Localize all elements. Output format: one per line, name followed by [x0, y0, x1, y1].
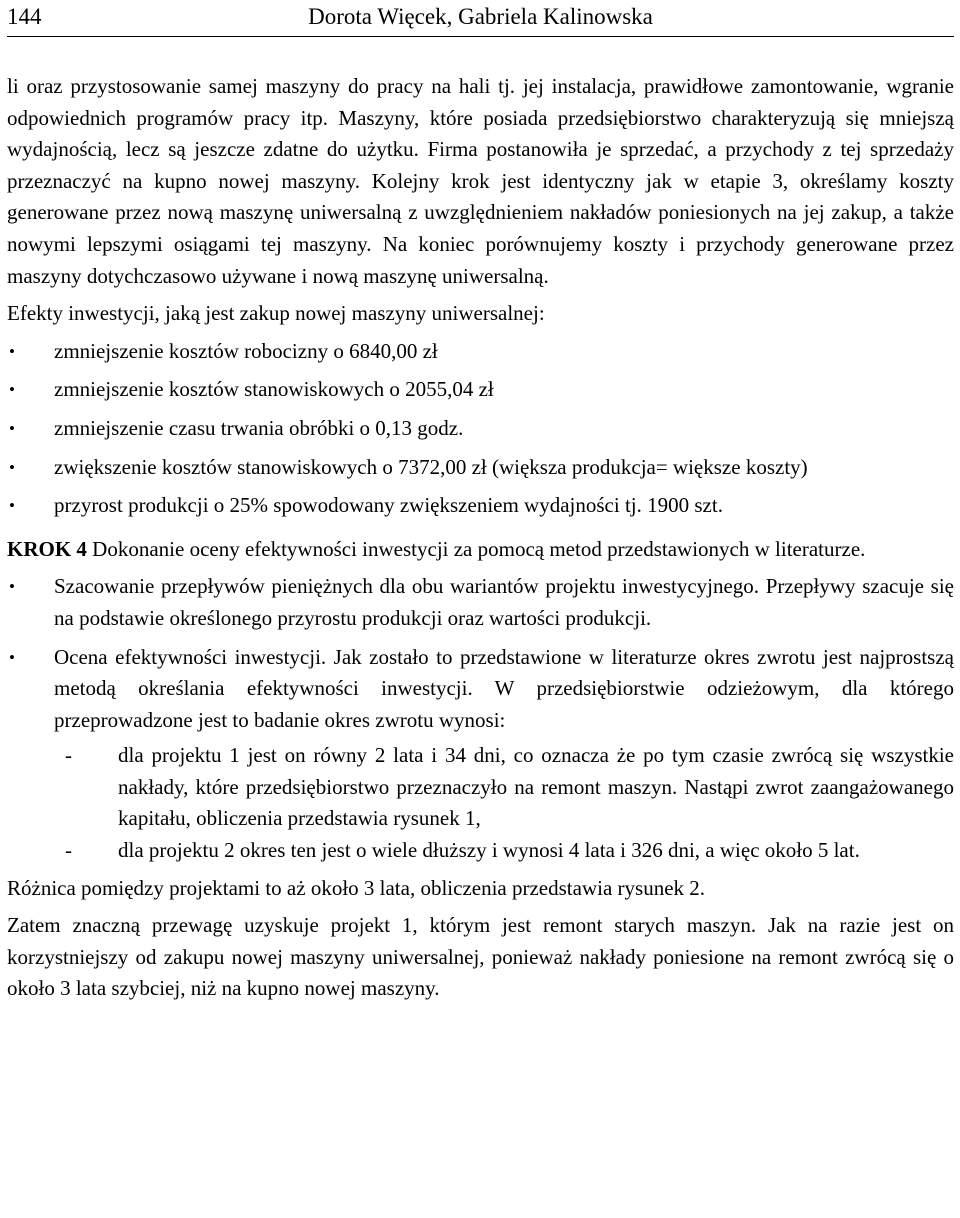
paragraph-machines: li oraz przystosowanie samej maszyny do pracy na hali tj. jej instalacja, prawidłowe zamontowanie, wgranie odpowiednich programów pracy itp. Maszyny, które posiada przedsiębiorstwo charakteryzują się mniejszą wydajnością, lecz są jeszcze zdatne do użytku. Firma postanowiła je sprzedać, a przychody z tej sprzedaży przeznaczyć na kupno nowej maszyny. Kolejny krok jest identyczny jak w etapie 3, określamy koszty generowane przez nową maszynę uniwersalną z uwzględnieniem nakładów poniesionych na jej zakup, a także nowymi lepszymi osiągami tej maszyny. Na koniec porównujemy koszty i przychody generowane przez maszyny dotychczasowo używane i nową maszynę uniwersalną. — [7, 74, 954, 288]
bullet-icon: • — [9, 496, 15, 516]
payback-list — [7, 740, 954, 866]
list-item: • zmniejszenie kosztów stanowiskowych o 2055,04 zł — [7, 374, 954, 406]
bullet-icon: • — [9, 418, 15, 438]
difference-paragraph: Różnica pomiędzy projektami to aż około 3 lata, obliczenia przedstawia rysunek 2. — [7, 875, 706, 900]
document-page — [7, 0, 954, 1005]
list-item: • przyrost produkcji o 25% spowodowany zwiększeniem wydajności tj. 1900 szt. — [7, 490, 954, 522]
dash-marker: - — [65, 838, 72, 863]
dash-marker: - — [65, 743, 72, 768]
effects-intro: Efekty inwestycji, jaką jest zakup nowej maszyny uniwersalnej: — [7, 301, 545, 326]
list-item: - dla projektu 1 jest on równy 2 lata i 34 dni, co oznacza że po tym czasie zwrócą się wszystkie nakłady, które przedsiębiorstwo przeznaczyło na remont maszyn. Nastąpi zwrot zaangażowanego kapitału, obliczenia przedstawia rysunek 1, — [7, 740, 954, 835]
list-item: • Szacowanie przepływów pieniężnych dla obu wariantów projektu inwestycyjnego. Przepływy szacuje się na podstawie określonego przyrostu produkcji oraz wartości produkcji. — [7, 571, 954, 634]
running-title: Dorota Więcek, Gabriela Kalinowska — [308, 4, 653, 29]
bullet-icon: • — [9, 457, 15, 477]
page-number: 144 — [7, 4, 42, 29]
krok4-paragraph — [7, 534, 954, 566]
conclusion-paragraph: Zatem znaczną przewagę uzyskuje projekt 1, którym jest remont starych maszyn. Jak na razie jest on korzystniejszy od zakupu nowej maszyny uniwersalnej, ponieważ nakłady poniesione na remont zwrócą się o około 3 lata szybciej, niż na kupno nowej maszyny. — [7, 913, 954, 1001]
list-item: • zmniejszenie kosztów robocizny o 6840,00 zł — [7, 336, 954, 368]
list-item: • zwiększenie kosztów stanowiskowych o 7372,00 zł (większa produkcja= większe koszty) — [7, 452, 954, 484]
page-header — [7, 0, 954, 37]
krok4-label: KROK 4 — [7, 536, 87, 561]
krok4-list — [7, 571, 954, 736]
bullet-icon: • — [9, 380, 15, 400]
list-item: - dla projektu 2 okres ten jest o wiele dłuższy i wynosi 4 lata i 326 dni, a więc około 5 lat. — [7, 835, 954, 867]
krok4-text: Dokonanie oceny efektywności inwestycji za pomocą metod przedstawionych w literaturze. — [86, 536, 866, 561]
effects-list — [7, 336, 954, 522]
bullet-icon: • — [9, 577, 15, 597]
list-item: • Ocena efektywności inwestycji. Jak zostało to przedstawione w literaturze okres zwrotu jest najprostszą metodą określania efektywności inwestycji. W przedsiębiorstwie odzieżowym, dla którego przeprowadzone jest to badanie okres zwrotu wynosi: — [7, 642, 954, 737]
list-item: • zmniejszenie czasu trwania obróbki o 0,13 godz. — [7, 413, 954, 445]
bullet-icon: • — [9, 647, 15, 667]
bullet-icon: • — [9, 341, 15, 361]
